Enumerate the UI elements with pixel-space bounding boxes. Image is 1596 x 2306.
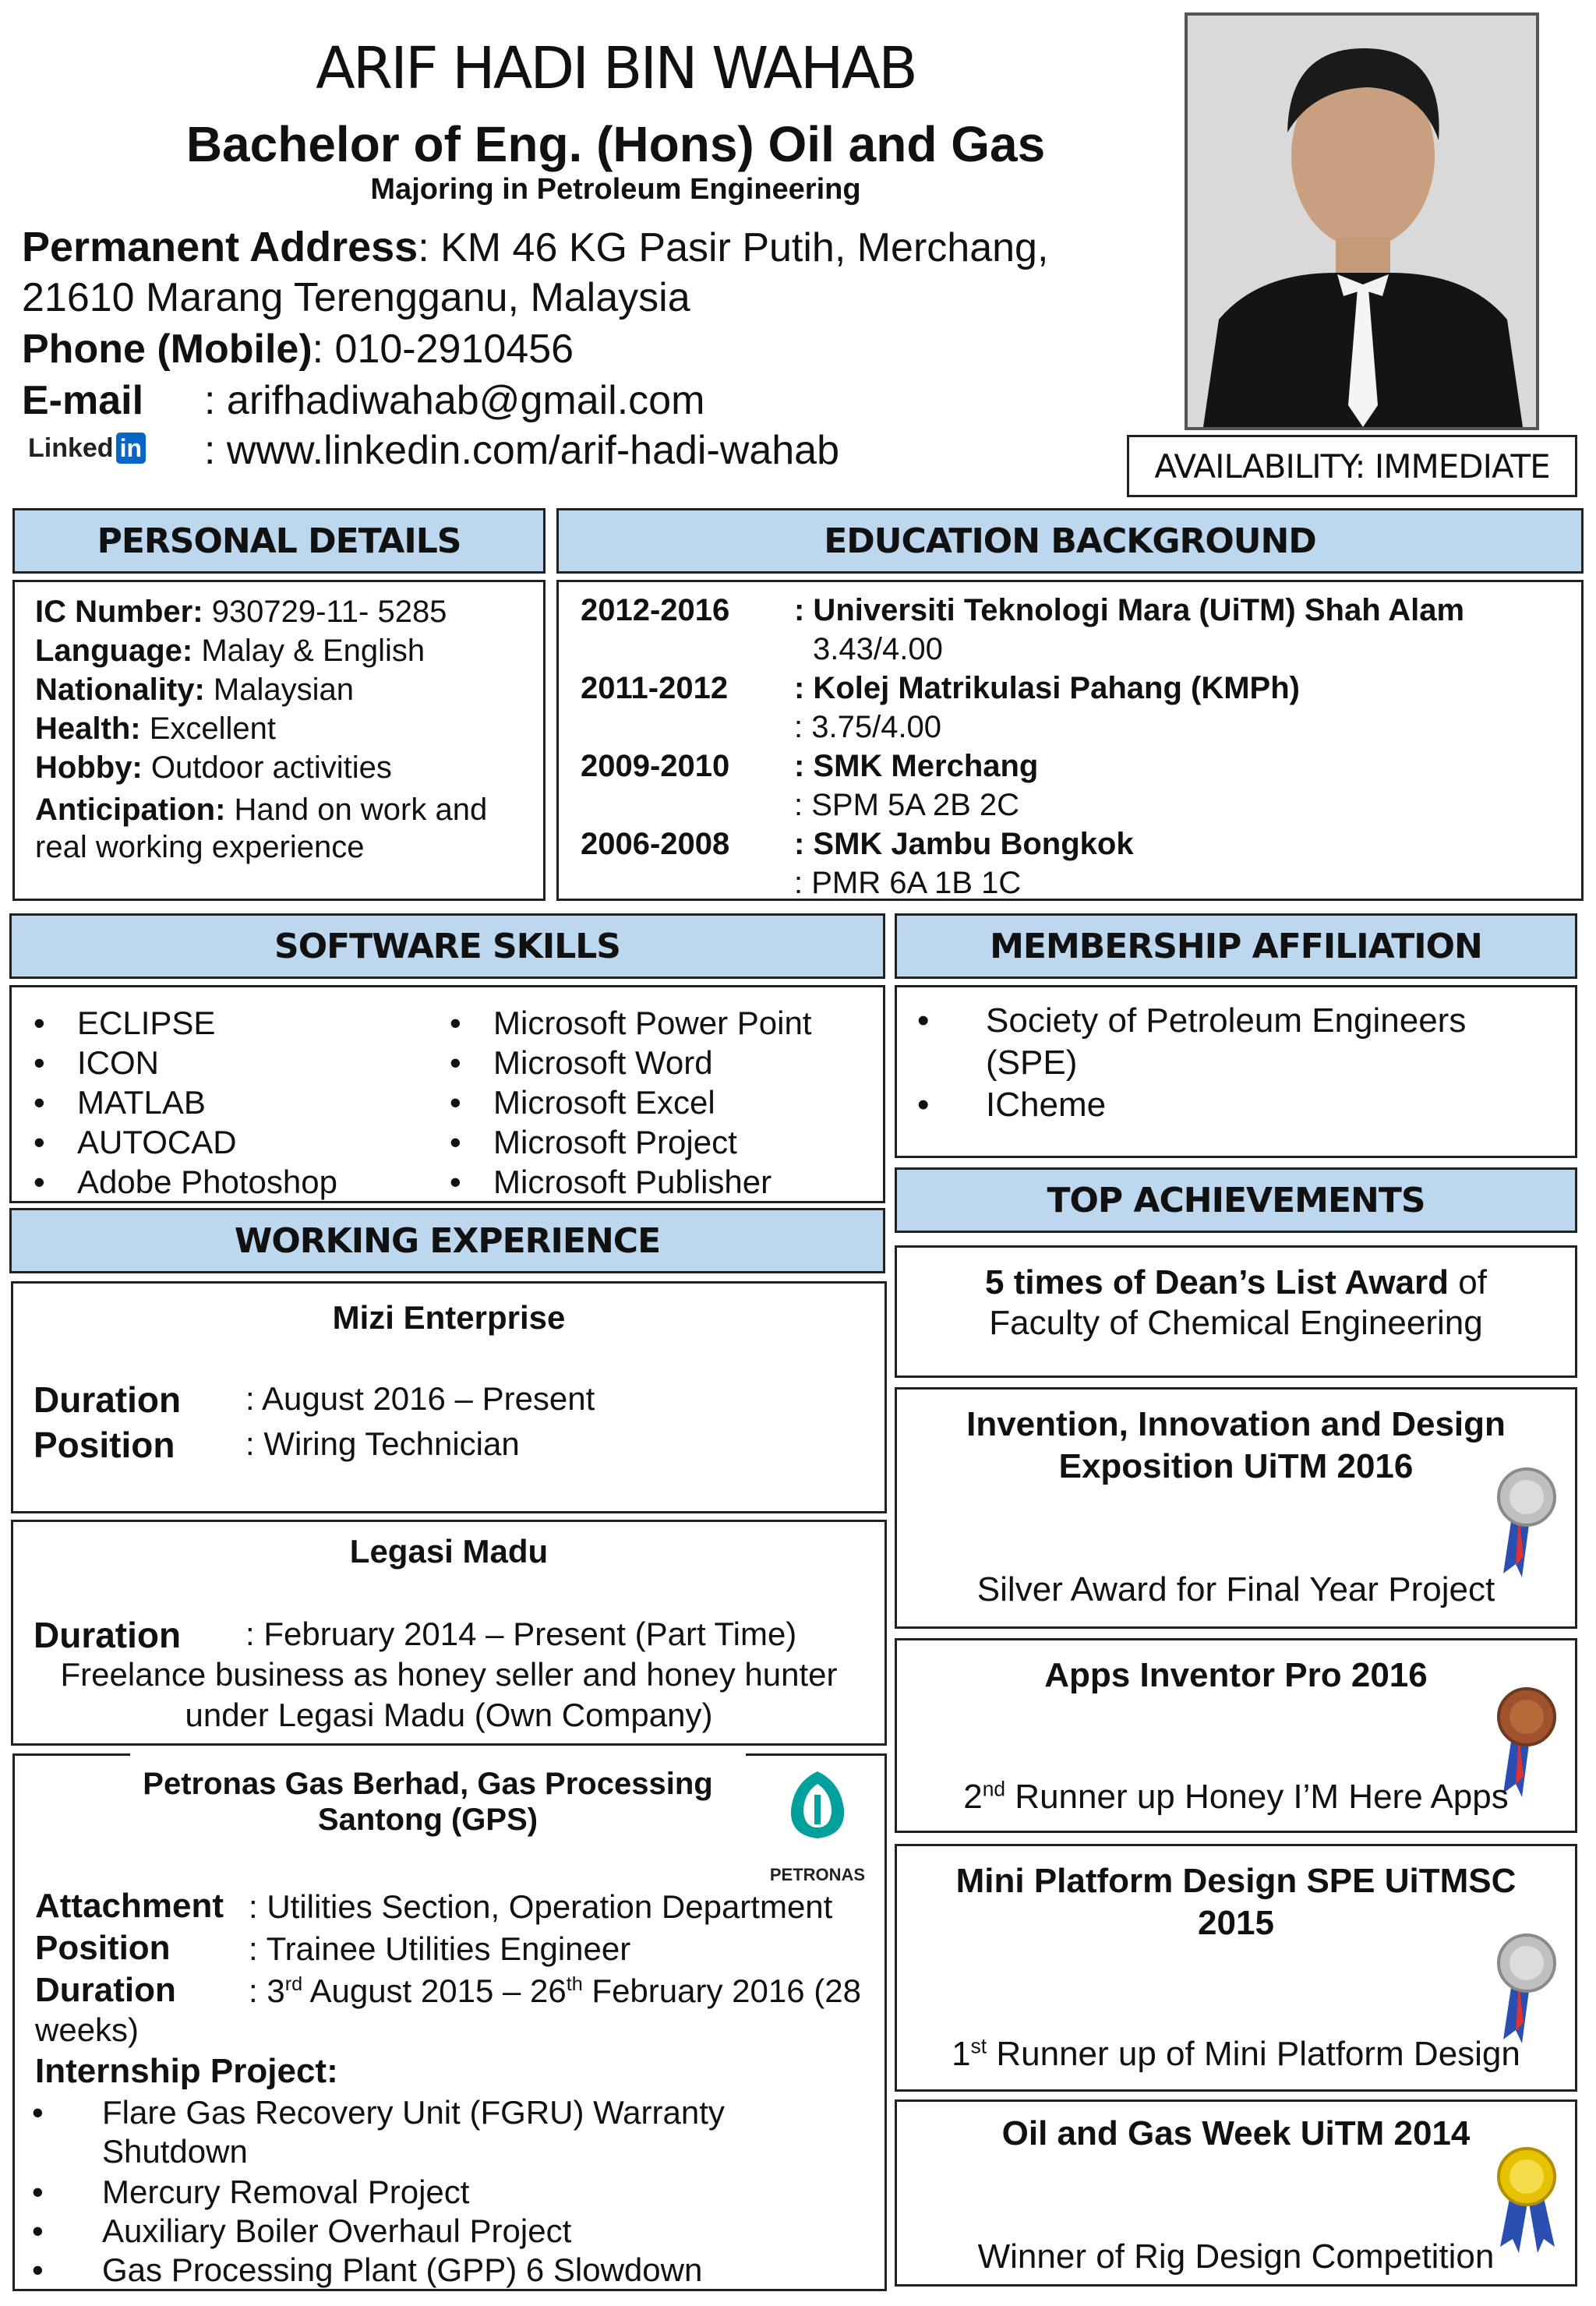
- anticipation-row-2: real working experience: [35, 830, 365, 864]
- project-bullet: •: [32, 2094, 44, 2131]
- edu-years-2: 2011-2012: [581, 671, 729, 705]
- degree-title: Bachelor of Eng. (Hons) Oil and Gas: [185, 116, 1046, 172]
- linkedin-value[interactable]: : www.linkedin.com/arif-hadi-wahab: [204, 428, 840, 473]
- achievement-card-3: [895, 1638, 1577, 1833]
- achievement-3-title: Apps Inventor Pro 2016: [1044, 1656, 1428, 1694]
- project-item: Flare Gas Recovery Unit (FGRU) Warranty: [102, 2094, 725, 2131]
- email-value[interactable]: : arifhadiwahab@gmail.com: [204, 378, 705, 423]
- phone-label: Phone (Mobile): [22, 327, 312, 372]
- job-3-duration-cont: weeks): [35, 2011, 139, 2048]
- membership-title: MEMBERSHIP AFFILIATION: [990, 926, 1482, 966]
- phone-row: [22, 326, 574, 373]
- list-item: • AUTOCAD: [16, 1122, 337, 1162]
- achievement-1-line-1: 5 times of Dean’s List Award of: [985, 1263, 1487, 1301]
- health-row: Health: Excellent: [35, 712, 276, 746]
- hobby-row: Hobby: Outdoor activities: [35, 750, 392, 785]
- edu-result-3: : SPM 5A 2B 2C: [794, 788, 1020, 822]
- silver-medal-icon: [1489, 1464, 1559, 1581]
- candidate-name: ARIF HADI BIN WAHAB: [316, 35, 916, 102]
- project-bullet: •: [32, 2174, 44, 2210]
- education-box: [556, 580, 1584, 901]
- achievement-2-title-2: Exposition UiTM 2016: [1058, 1447, 1414, 1485]
- achievement-card-2: [895, 1387, 1577, 1629]
- achievement-4-title-1: Mini Platform Design SPE UiTMSC: [955, 1862, 1517, 1900]
- education-header: [556, 508, 1584, 574]
- profile-photo-figure: [1188, 16, 1536, 427]
- membership-item-1-cont: (SPE): [986, 1044, 1078, 1082]
- job-2-desc-2: under Legasi Madu (Own Company): [185, 1697, 713, 1733]
- job-3-duration-label: Duration: [35, 1971, 176, 2009]
- achievement-card-1: [895, 1245, 1577, 1378]
- address-value: : KM 46 KG Pasir Putih, Merchang,: [418, 225, 1049, 270]
- membership-bullet-1: •: [917, 1001, 930, 1040]
- petronas-logo-icon: [763, 1767, 872, 1860]
- edu-school-3: : SMK Merchang: [794, 749, 1039, 783]
- job-1-duration-label: Duration: [34, 1379, 182, 1420]
- list-item: • ECLIPSE: [16, 1003, 337, 1043]
- linkedin-logo-text: Linked: [28, 433, 114, 463]
- achievement-5-desc: Winner of Rig Design Competition: [977, 2237, 1495, 2276]
- edu-school-2: : Kolej Matrikulasi Pahang (KMPh): [794, 671, 1300, 705]
- availability-text: AVAILABILITY: IMMEDIATE: [1154, 447, 1550, 486]
- address-label: Permanent Address: [22, 224, 418, 270]
- edu-result-2: : 3.75/4.00: [794, 710, 942, 744]
- job-card-petronas: [12, 1753, 887, 2291]
- project-item: Auxiliary Boiler Overhaul Project: [102, 2212, 572, 2249]
- list-item: • ICON: [16, 1043, 337, 1082]
- project-bullet: •: [32, 2251, 44, 2288]
- job-1-company: Mizi Enterprise: [332, 1299, 566, 1336]
- job-2-company: Legasi Madu: [349, 1533, 549, 1570]
- job-3-position-value: : Trainee Utilities Engineer: [249, 1930, 631, 1967]
- job-2-duration-value: : February 2014 – Present (Part Time): [245, 1616, 797, 1652]
- linkedin-in-icon: in: [116, 433, 146, 464]
- membership-bullet-2: •: [917, 1086, 930, 1124]
- list-item: • Microsoft Project: [433, 1122, 811, 1162]
- achievement-4-desc: 1st Runner up of Mini Platform Design: [952, 2034, 1520, 2073]
- phone-value[interactable]: : 010-2910456: [312, 327, 574, 372]
- membership-header: [895, 913, 1577, 979]
- job-card-legasi-madu: [11, 1520, 887, 1746]
- membership-item-2: ICheme: [986, 1086, 1107, 1124]
- list-item: • Microsoft Power Point: [433, 1003, 811, 1043]
- achievement-card-4: [895, 1844, 1577, 2092]
- personal-details-box: [12, 580, 546, 901]
- major-subtitle: Majoring in Petroleum Engineering: [370, 173, 861, 206]
- achievement-5-title: Oil and Gas Week UiTM 2014: [1001, 2114, 1471, 2152]
- achievement-card-5: [895, 2099, 1577, 2287]
- membership-item-1: Society of Petroleum Engineers: [986, 1001, 1467, 1040]
- petronas-logo-text: PETRONAS: [769, 1865, 866, 1884]
- achievement-4-title-2: 2015: [1198, 1904, 1274, 1942]
- job-3-attachment-label: Attachment: [35, 1887, 224, 1925]
- working-experience-title: WORKING EXPERIENCE: [234, 1220, 661, 1261]
- education-title: EDUCATION BACKGROUND: [824, 521, 1316, 561]
- achievements-title: TOP ACHIEVEMENTS: [1047, 1180, 1425, 1220]
- profile-photo: [1185, 12, 1539, 430]
- anticipation-row: Anticipation: Hand on work and: [35, 793, 488, 827]
- project-item: Mercury Removal Project: [102, 2174, 470, 2210]
- working-experience-header: [9, 1208, 885, 1273]
- list-item: • Microsoft Excel: [433, 1082, 811, 1122]
- achievement-1-line-2: Faculty of Chemical Engineering: [989, 1304, 1483, 1342]
- personal-details-header: [12, 508, 546, 574]
- job-2-duration-label: Duration: [34, 1615, 182, 1655]
- project-bullet: •: [32, 2212, 44, 2249]
- silver-medal-icon: [1489, 1930, 1559, 2047]
- job-3-project-label: Internship Project:: [35, 2052, 338, 2090]
- software-skills-header: [9, 913, 885, 979]
- personal-details-title: PERSONAL DETAILS: [97, 521, 461, 561]
- job-3-company-2: Santong (GPS): [317, 1803, 538, 1837]
- email-label: E-mail: [22, 378, 144, 423]
- nationality-row: Nationality: Malaysian: [35, 673, 354, 707]
- job-1-position-value: : Wiring Technician: [245, 1425, 520, 1462]
- project-item: Gas Processing Plant (GPP) 6 Slowdown: [102, 2251, 703, 2288]
- job-card-mizi: [11, 1281, 887, 1513]
- address-row: [22, 223, 1048, 271]
- software-list-col1: [16, 1003, 337, 1202]
- edu-years-1: 2012-2016: [581, 593, 730, 627]
- list-item: • Microsoft Word: [433, 1043, 811, 1082]
- edu-school-4: : SMK Jambu Bongkok: [794, 827, 1134, 861]
- achievement-2-title-1: Invention, Innovation and Design: [966, 1405, 1506, 1443]
- achievement-2-desc: Silver Award for Final Year Project: [976, 1570, 1495, 1609]
- linkedin-logo: [28, 430, 146, 466]
- edu-result-4: : PMR 6A 1B 1C: [794, 866, 1022, 900]
- membership-box: [895, 985, 1577, 1158]
- job-3-attachment-value: : Utilities Section, Operation Department: [249, 1888, 833, 1925]
- availability-badge: [1127, 435, 1577, 497]
- list-item: • Adobe Photoshop: [16, 1162, 337, 1202]
- job-3-company-1: Petronas Gas Berhad, Gas Processing: [143, 1767, 713, 1801]
- job-2-desc-1: Freelance business as honey seller and honey hunter: [60, 1656, 838, 1693]
- job-3-position-label: Position: [35, 1929, 171, 1967]
- achievement-3-desc: 2nd Runner up Honey I’M Here Apps: [963, 1777, 1509, 1816]
- edu-result-1: 3.43/4.00: [813, 632, 943, 666]
- software-skills-title: SOFTWARE SKILLS: [274, 926, 620, 966]
- software-list-col2: [433, 1003, 811, 1202]
- edu-years-3: 2009-2010: [581, 749, 730, 783]
- ic-row: IC Number: 930729-11- 5285: [35, 595, 447, 629]
- software-skills-box: [9, 985, 885, 1203]
- list-item: • MATLAB: [16, 1082, 337, 1122]
- address-line-2: 21610 Marang Terengganu, Malaysia: [22, 275, 690, 320]
- job-3-duration-value: : 3rd August 2015 – 26th February 2016 (28: [249, 1972, 861, 2009]
- job-1-duration-value: : August 2016 – Present: [245, 1380, 595, 1417]
- job-1-position-label: Position: [34, 1425, 175, 1465]
- achievements-header: [895, 1167, 1577, 1233]
- job-3-company-frame: [130, 1753, 746, 1762]
- list-item: • Microsoft Publisher: [433, 1162, 811, 1202]
- edu-years-4: 2006-2008: [581, 827, 730, 861]
- project-item-cont: Shutdown: [102, 2133, 248, 2170]
- language-row: Language: Malay & English: [35, 634, 425, 668]
- edu-school-1: : Universiti Teknologi Mara (UiTM) Shah Alam: [794, 593, 1465, 627]
